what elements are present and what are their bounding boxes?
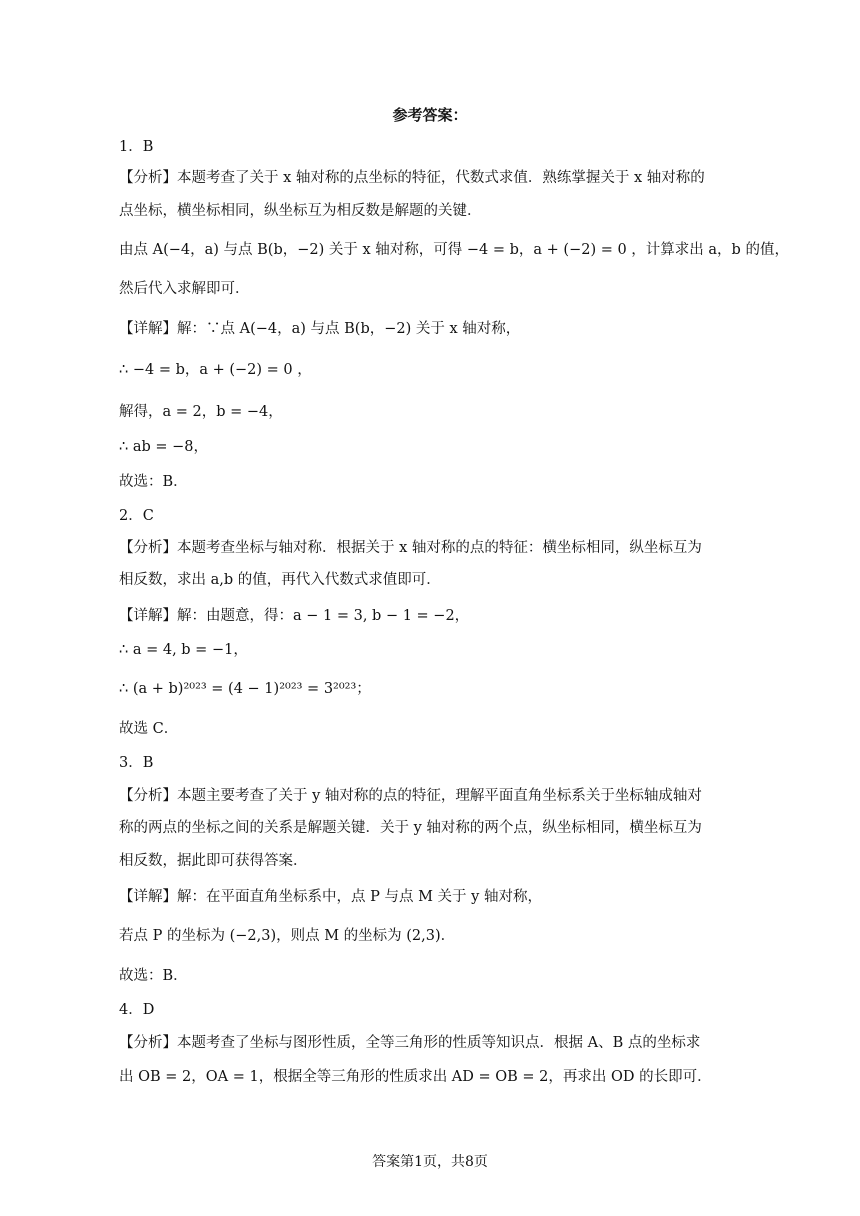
solution-line: 【详解】解：∵点 A(−4，a) 与点 B(b，−2) 关于 x 轴对称， xyxy=(119,321,521,337)
page-title: 参考答案： xyxy=(392,106,468,124)
analysis-line: 由点 A(−4，a) 与点 B(b，−2) 关于 x 轴对称，可得 −4 = b，a + (−2) = 0 ，计算求出 a，b 的值， xyxy=(119,242,789,258)
solution-line: 【详解】解：在平面直角坐标系中，点 P 与点 M 关于 y 轴对称， xyxy=(119,889,542,905)
analysis-line: 出 OB = 2，OA = 1，根据全等三角形的性质求出 AD = OB = 2，再求出 OD 的长即可． xyxy=(119,1069,712,1085)
solution-line: 解得，a = 2，b = −4， xyxy=(119,404,283,420)
solution-line: 故选：B． xyxy=(119,968,188,984)
solution-line: ∴ (a + b)²⁰²³ = (4 − 1)²⁰²³ = 3²⁰²³； xyxy=(119,681,371,697)
solution-line: ∴ a = 4, b = −1， xyxy=(119,642,248,658)
analysis-line: 【分析】本题考查了关于 x 轴对称的点坐标的特征，代数式求值．熟练掌握关于 x 轴对称的 xyxy=(119,170,705,186)
solution-line: 故选 C． xyxy=(119,721,179,737)
analysis-line: 相反数，据此即可获得答案． xyxy=(119,853,308,869)
analysis-line: 然后代入求解即可． xyxy=(119,281,250,297)
page-footer: 答案第1页，共8页 xyxy=(372,1154,488,1170)
solution-line: ∴ ab = −8， xyxy=(119,439,209,455)
analysis-line: 【分析】本题考查坐标与轴对称．根据关于 x 轴对称的点的特征：横坐标相同，纵坐标互为 xyxy=(119,540,702,556)
solution-line: 【详解】解：由题意，得：a − 1 = 3, b − 1 = −2， xyxy=(119,608,470,624)
analysis-line: 点坐标，横坐标相同，纵坐标互为相反数是解题的关键． xyxy=(119,203,482,219)
analysis-line: 【分析】本题主要考查了关于 y 轴对称的点的特征，理解平面直角坐标系关于坐标轴成轴对 xyxy=(119,788,702,804)
solution-line: 若点 P 的坐标为 (−2,3)，则点 M 的坐标为 (2,3)． xyxy=(119,928,456,944)
analysis-line: 称的两点的坐标之间的关系是解题关键．关于 y 轴对称的两个点，纵坐标相同，横坐标互为 xyxy=(119,820,702,836)
solution-line: 故选：B． xyxy=(119,474,188,490)
analysis-line: 【分析】本题考查了坐标与图形性质，全等三角形的性质等知识点．根据 A、B 点的坐标求 xyxy=(119,1035,701,1051)
answer-number-1: 1．B xyxy=(119,139,154,155)
answer-number-4: 4．D xyxy=(119,1002,155,1018)
solution-line: ∴ −4 = b，a + (−2) = 0 ， xyxy=(119,362,312,378)
analysis-line: 相反数，求出 a,b 的值，再代入代数式求值即可． xyxy=(119,572,441,588)
answer-number-2: 2．C xyxy=(119,508,154,524)
answer-number-3: 3．B xyxy=(119,755,154,771)
